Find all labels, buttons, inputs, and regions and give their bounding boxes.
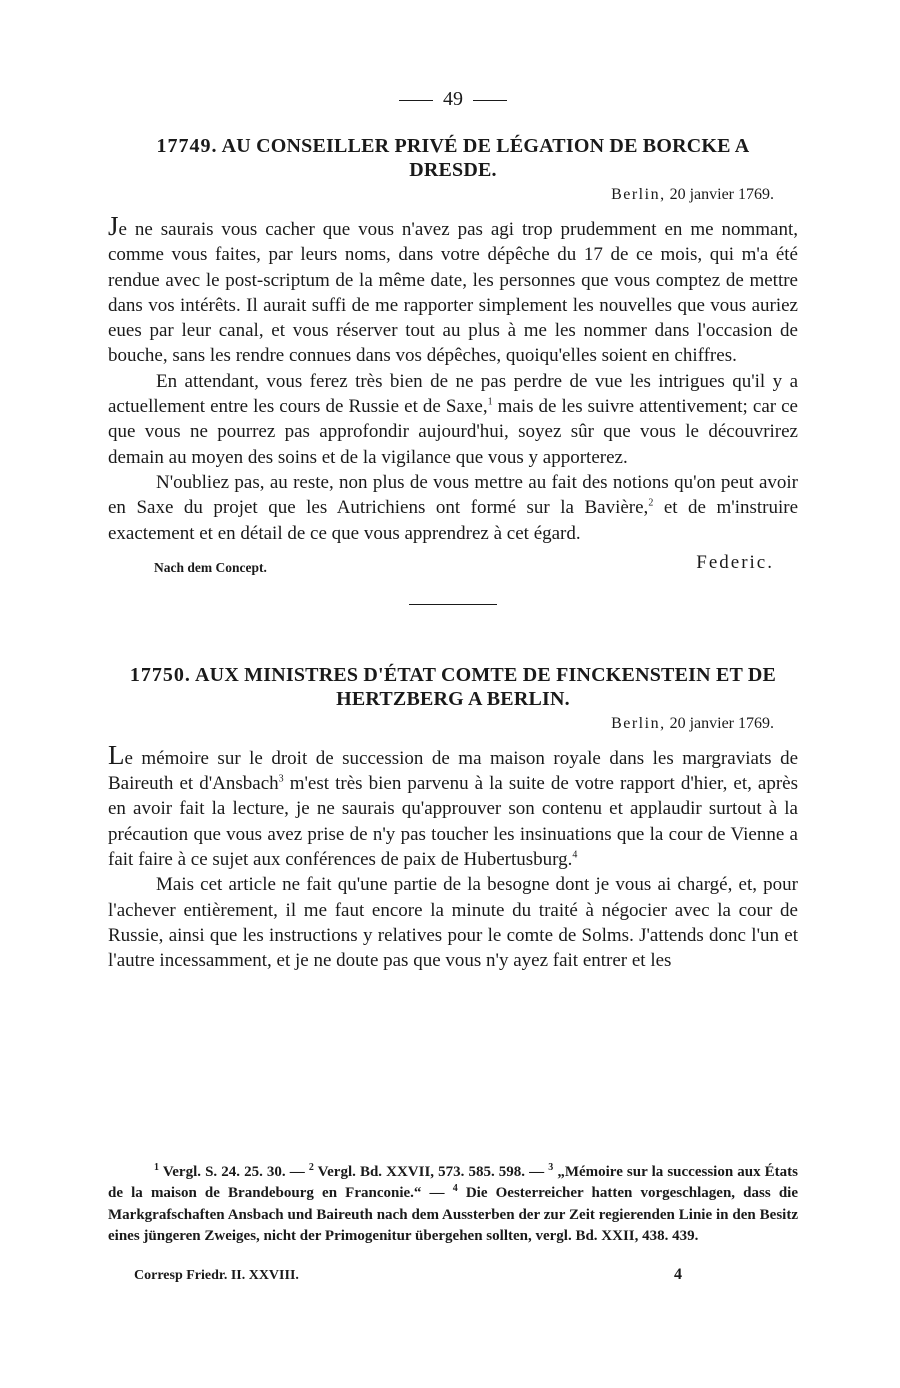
letter-heading: [108, 134, 798, 182]
footnote-mark: 3: [548, 1162, 554, 1173]
footnote-2: Vergl. Bd. XXVII, 573. 585. 598. —: [317, 1164, 545, 1180]
footnote-mark: 4: [572, 849, 578, 861]
document-page: [108, 86, 798, 974]
letter-17750: [108, 663, 798, 974]
footnote-1: Vergl. S. 24. 25. 30. —: [162, 1164, 305, 1180]
dateline: [108, 184, 774, 206]
letter-title: AU CONSEILLER PRIVÉ DE LÉGATION DE BORCKE A DRESDE.: [221, 135, 750, 181]
letter-number: 17750.: [129, 663, 191, 686]
page-number-dash-left: [399, 100, 433, 101]
letter-17749: [108, 134, 798, 578]
sheet-number: 4: [674, 1266, 682, 1283]
footnote-mark: 4: [452, 1183, 458, 1195]
paragraph: N'oubliez pas, au reste, non plus de vous mettre au fait des notions qu'on peut avoir en Saxe du projet que les Autrichiens ont formé sur la Bavière,$^2$ et de m'instruire exactement et en détail de ce que vous apprendrez à cet égard.: [108, 471, 799, 544]
dateline: [108, 713, 774, 735]
footnote-mark: 3: [278, 773, 284, 785]
signature-row: [108, 548, 798, 578]
paragraph: Mais cet article ne fait qu'une partie de la besogne dont je vous ai chargé, et, pour l'achever entièrement, il me faut encore la minute du traité à négocier avec la cour de Russie, ainsi que les instructions y relatives pour le comte de Solms. J'attends donc l'un et l'autre incessamment, et je ne doute pas que vous n'y ayez fait entrer et les: [108, 874, 798, 972]
page-number: 49: [108, 86, 798, 112]
paragraph: Je ne saurais vous cacher que vous n'avez pas agi trop prudemment en me nommant, comme vous faites, par leurs noms, dans votre dépêche du 17 de ce mois, qui m'a été rendue avec le post-scriptum de la même date, les personnes que vous comptez de mettre dans vos intérêts. Il aurait suffi de me rapporter simplement les nouvelles que vous auriez eues par leur canal, et vous réserver tout au plus à me les nommer dans l'occasion de bouche, sans les rendre connues dans vos dépêches, quoiqu'elles soient en chiffres.: [108, 211, 798, 367]
source-note: Nach dem Concept.: [154, 559, 267, 575]
signature-mark: Corresp Friedr. II. XXVIII.: [134, 1268, 299, 1283]
paragraph: Le mémoire sur le droit de succession de ma maison royale dans les margraviats de Baireuth et d'Ansbach$^3$ m'est très bien parvenu à la suite de votre rapport d'hier, et, après en avoir fait la lecture, je ne saurais qu'approuver son contenu et applaudir surtout à la précaution que vous avez prise de n'y pas toucher les insinuations que la cour de Vienne a fait faire à ce sujet aux conférences de paix de Hubertusburg.$^4$: [108, 739, 798, 871]
footnote-4: Die Oesterreicher hatten vorgeschlagen, dass die Markgrafschaften Ansbach und Baireuth nach dem Aussterben der zur Zeit regierenden Linie in den Besitz eines jüngeren Zweiges, nicht der Primogenitur übergehen sollten, vergl. Bd. XXII, 438. 439.: [108, 1185, 798, 1244]
page-number-dash-right: [473, 100, 507, 101]
paragraph: En attendant, vous ferez très bien de ne pas perdre de vue les intrigues qu'il y a actuellement entre les cours de Russie et de Saxe,$^1$ mais de les suivre attentivement; car ce que vous ne pourrez pas approfondir aujourd'hui, soyez sûr que vous le découvrirez demain au moyen des soins et de la vigilance que vous y apporterez.: [108, 370, 798, 468]
footnote-mark: 2: [308, 1162, 314, 1173]
dateline-place: Berlin,: [611, 186, 666, 203]
dateline-place: Berlin,: [611, 714, 666, 732]
dateline-date: 20 janvier 1769.: [669, 186, 774, 203]
footnote-3: „Mémoire sur la succession aux États de la maison de Brandebourg en Franconie.“ —: [108, 1164, 799, 1202]
letter-title: AUX MINISTRES D'ÉTAT COMTE DE FINCKENSTEIN ET DE HERTZBERG A BERLIN.: [195, 663, 777, 710]
footnotes: [108, 1162, 798, 1247]
letter-number: 17749.: [156, 135, 218, 157]
dateline-date: 20 janvier 1769.: [669, 714, 774, 732]
footnote-mark: 2: [648, 497, 654, 509]
footnote-mark: 1: [487, 396, 493, 408]
letter-heading: [108, 663, 798, 711]
signature: Federic.: [696, 551, 774, 573]
footnote-mark: 1: [154, 1162, 159, 1173]
section-separator: [409, 604, 497, 605]
